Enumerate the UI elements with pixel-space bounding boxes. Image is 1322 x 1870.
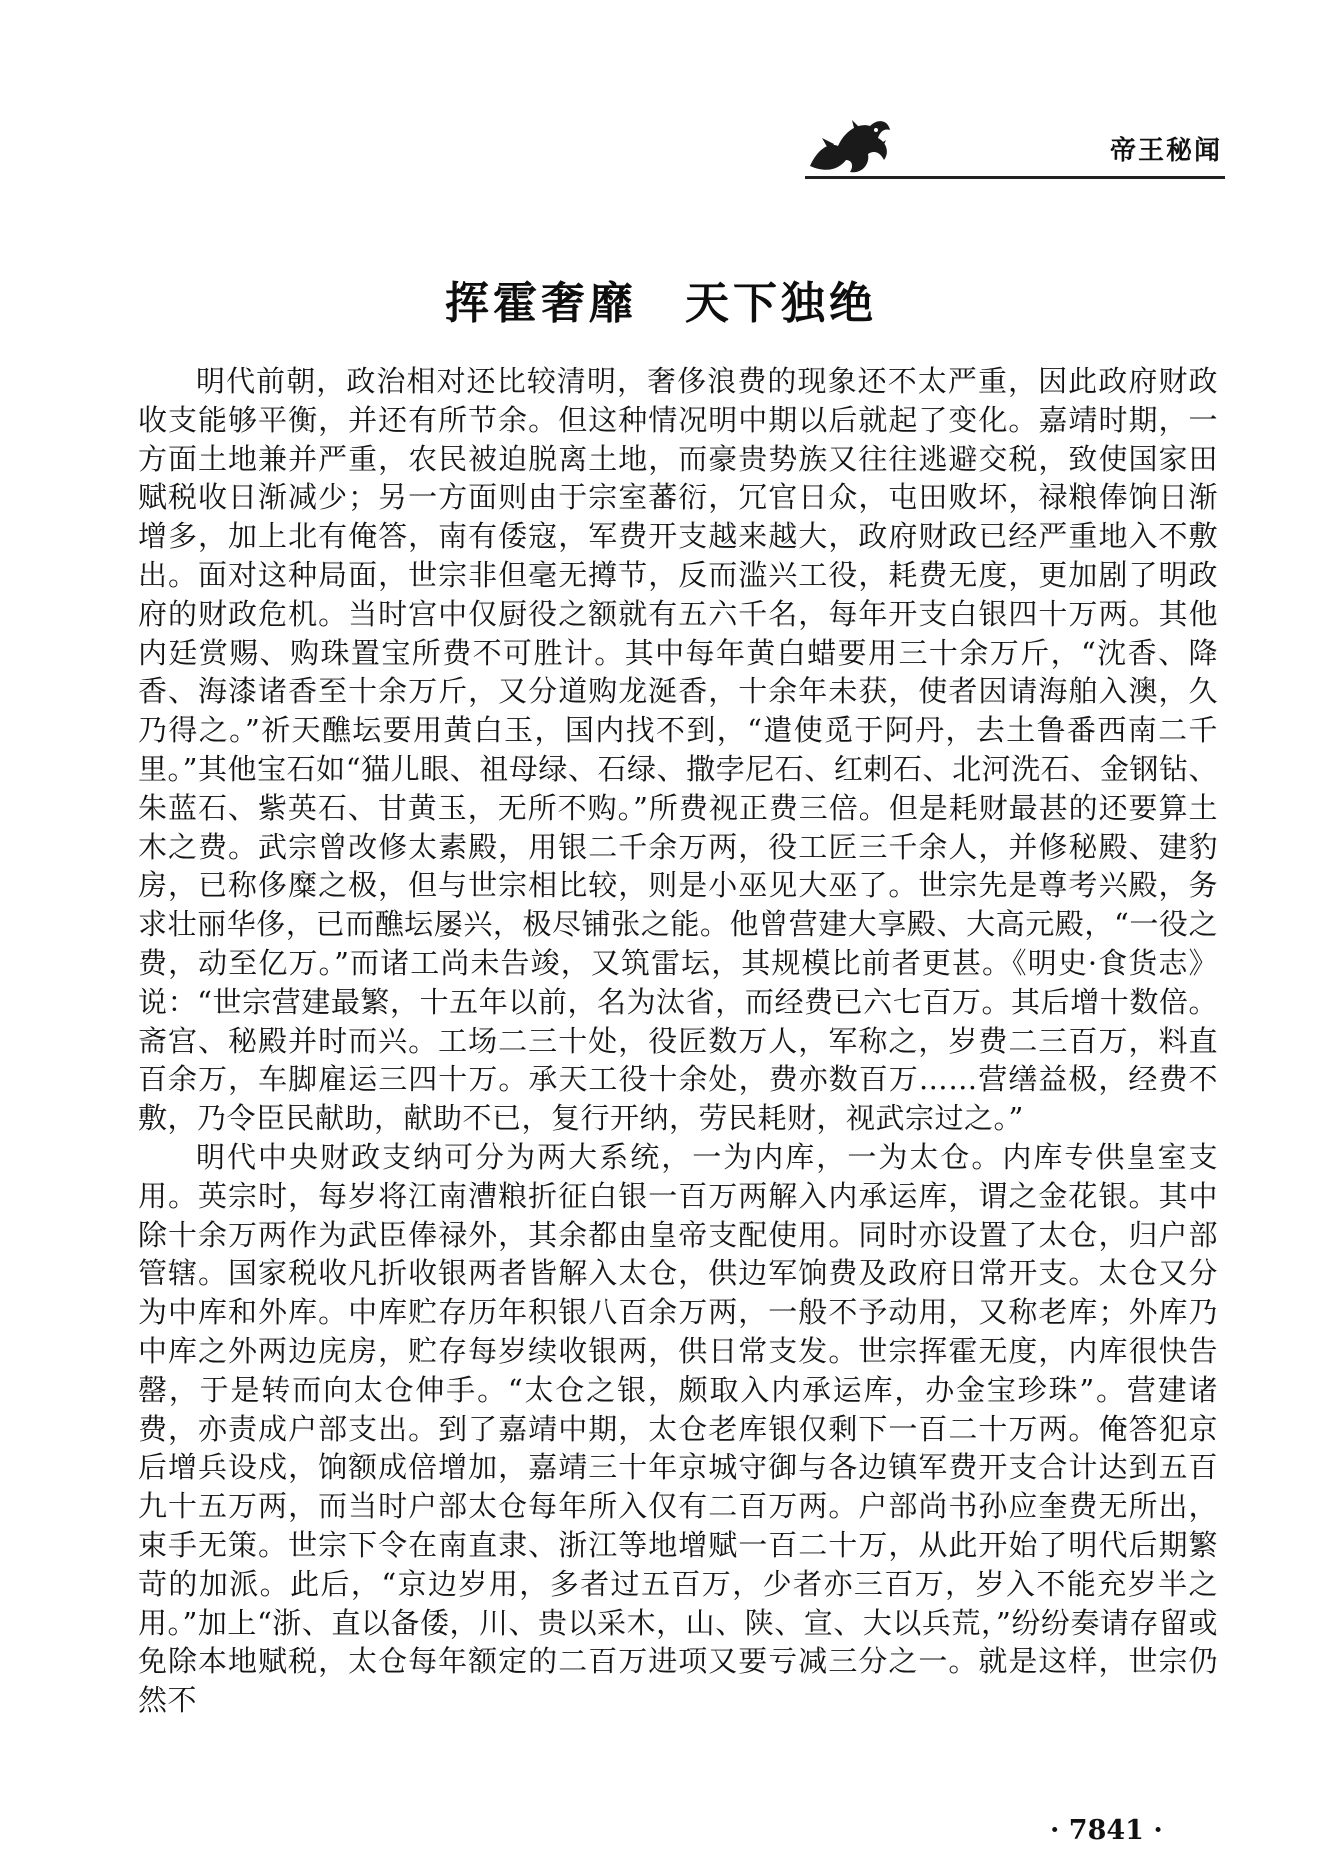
paragraph: 明代中央财政支纳可分为两大系统，一为内库，一为太仓。内库专供皇室支用。英宗时，每岁将江南漕粮折征白银一百万两解入内承运库，谓之金花银。其中除十余万两作为武臣俸禄外，其余都由皇帝支配使用。同时亦设置了太仓，归户部管辖。国家税收凡折收银两者皆解入太仓，供边军饷费及政府日常开支。太仓又分为中库和外库。中库贮存历年积银八百余万两，一般不予动用，又称老库；外库乃中库之外两边庑房，贮存每岁续收银两，供日常支发。世宗挥霍无度，内库很快告罄，于是转而向太仓伸手。“太仓之银，颇取入内承运库，办金宝珍珠”。营建诸费，亦责成户部支出。到了嘉靖中期，太仓老库银仅剩下一百二十万两。俺答犯京后增兵设戍，饷额成倍增加，嘉靖三十年京城守御与各边镇军费开支合计达到五百九十五万两，而当时户部太仓每年所入仅有二百万两。户部尚书孙应奎费无所出，束手无策。世宗下令在南直隶、浙江等地增赋一百二十万，从此开始了明代后期繁苛的加派。此后，“京边岁用，多者过五百万，少者亦三百万，岁入不能充岁半之用。”加上“浙、直以备倭，川、贵以采木，山、陕、宣、大以兵荒，”纷纷奏请存留或免除本地赋税，太仓每年额定的二百万进项又要亏减三分之一。就是这样，世宗仍然不 [138,1139,1218,1718]
header-divider [805,176,1225,179]
section-title: 帝王秘闻 [1109,136,1222,166]
article-title: 挥霍奢靡 天下独绝 [445,278,877,330]
page-header [0,0,1322,185]
paragraph: 明代前朝，政治相对还比较清明，奢侈浪费的现象还不太严重，因此政府财政收支能够平衡，并还有所节余。但这种情况明中期以后就起了变化。嘉靖时期，一方面土地兼并严重，农民被迫脱离土地，而豪贵势族又往往逃避交税，致使国家田赋税收日渐减少；另一方面则由于宗室蕃衍，冗官日众，屯田败坏，禄粮俸饷日渐增多，加上北有俺答，南有倭寇，军费开支越来越大，政府财政已经严重地入不敷出。面对这种局面，世宗非但毫无撙节，反而滥兴工役，耗费无度，更加剧了明政府的财政危机。当时宫中仅厨役之额就有五六千名，每年开支白银四十万两。其他内廷赏赐、购珠置宝所费不可胜计。其中每年黄白蜡要用三十余万斤，“沈香、降香、海漆诸香至十余万斤，又分道购龙涎香，十余年未获，使者因请海舶入澳，久乃得之。”祈天醮坛要用黄白玉，国内找不到，“遣使觅于阿丹，去土鲁番西南二千里。”其他宝石如“猫儿眼、祖母绿、石绿、撒孛尼石、红剌石、北河洗石、金钢钻、朱蓝石、紫英石、甘黄玉，无所不购。”所费视正费三倍。但是耗财最甚的还要算土木之费。武宗曾改修太素殿，用银二千余万两，役工匠三千余人，并修秘殿、建豹房，已称侈糜之极，但与世宗相比较，则是小巫见大巫了。世宗先是尊考兴殿，务求壮丽华侈，已而醮坛屡兴，极尽铺张之能。他曾营建大享殿、大高元殿，“一役之费，动至亿万。”而诸工尚未告竣，又筑雷坛，其规模比前者更甚。《明史·食货志》说：“世宗营建最繁，十五年以前，名为汰省，而经费已六七百万。其后增十数倍。斋宫、秘殿并时而兴。工场二三十处，役匠数万人，军称之，岁费二三百万，料直百余万，车脚雇运三四十万。承天工役十余处，费亦数百万……营缮益极，经费不敷，乃令臣民献助，献助不已，复行开纳，劳民耗财，视武宗过之。” [138,364,1218,1136]
dragon-icon [800,108,895,178]
page-number: · 7841 · [1050,1815,1163,1846]
article-body [138,362,1218,1720]
